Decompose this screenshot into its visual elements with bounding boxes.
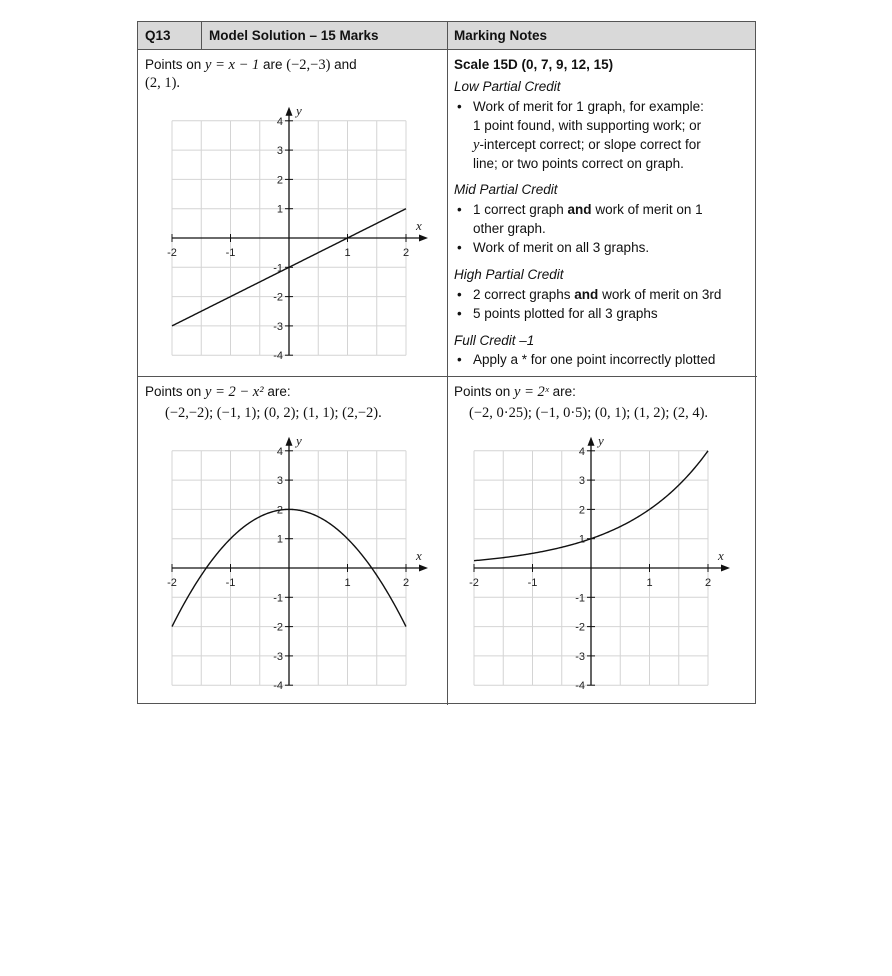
graph2-points: (−2,−2); (−1, 1); (0, 2); (1, 1); (2,−2). (165, 405, 382, 421)
graph2-caption-text-2: are: (263, 384, 291, 399)
scale-heading: Scale 15D (0, 7, 9, 12, 15) (454, 57, 614, 72)
graph3-y-tick-label: 1 (578, 533, 585, 546)
graph1-y-tick-label: -1 (273, 262, 283, 275)
graph1-x-tick-label: 2 (402, 247, 410, 259)
graph2-equation: y = 2 − x² (205, 384, 264, 400)
graph1-caption-text-2: are (259, 57, 287, 72)
low-bullet-1-line4: line; or two points correct on graph. (473, 156, 684, 171)
mid-partial-title: Mid Partial Credit (454, 182, 558, 197)
graph2-y-tick-label: 2 (276, 504, 283, 517)
graph3-y-tick-label: 4 (578, 445, 585, 458)
graph2-x-tick-label: -1 (225, 577, 236, 589)
graph2-y-tick-label: -4 (273, 680, 283, 693)
graph3-caption (454, 382, 576, 402)
mid-bullet-1-b: work of merit on 1 (591, 202, 703, 217)
graph3-y-tick-label: 3 (578, 475, 585, 488)
graph3-y-tick-label: -1 (575, 592, 585, 605)
graph1-caption-text: Points on (145, 57, 206, 72)
graph3-x-arrow (721, 565, 730, 572)
graph2-y-tick-label: -1 (273, 592, 283, 605)
low-bullet-1: • Work of merit for 1 graph, for example: (473, 97, 704, 116)
graph3-x-tick-label: -2 (469, 577, 479, 589)
graph1-x-tick-label: -2 (167, 247, 177, 259)
graph2-y-label: y (296, 432, 302, 448)
low-partial-title: Low Partial Credit (454, 79, 561, 94)
graph1-y-tick-label: -2 (273, 291, 283, 304)
solution-title: Model Solution – 15 Marks (209, 28, 379, 43)
graph2-x-tick-label: 2 (402, 577, 410, 589)
low-bullet-1-line3-text: -intercept correct; or slope correct for (479, 137, 701, 152)
graph2-x-tick-label: 1 (344, 577, 351, 589)
graph2-x-label: x (416, 548, 422, 563)
graph2-caption (145, 382, 291, 402)
mid-bullet-1-and: and (567, 202, 592, 217)
graph3-x-tick-label: -1 (527, 577, 538, 589)
graph1-y-tick-label: 3 (276, 145, 283, 158)
y-variable: y (473, 137, 480, 153)
graph2-quadratic-chart (155, 430, 445, 695)
low-bullet-1-line2: 1 point found, with supporting work; or (473, 118, 702, 133)
graph1-linear-chart (155, 100, 445, 365)
graph1-y-tick-label: -3 (273, 320, 283, 333)
full-bullet-1: • Apply a * for one point incorrectly plotted (473, 350, 715, 369)
graph1-equation: y = x − 1 (205, 57, 260, 73)
graph3-x-label: x (718, 548, 724, 563)
high-bullet-1 (473, 285, 721, 304)
graph1-y-tick-label: 1 (276, 203, 283, 216)
graph1-y-tick-label: 4 (276, 115, 283, 128)
graph3-points: (−2, 0·25); (−1, 0·5); (0, 1); (1, 2); (2, 4). (469, 405, 709, 421)
graph1-y-arrow (286, 107, 293, 116)
graph3-caption-text: Points on (454, 384, 515, 399)
graph3-y-tick-label: -4 (575, 680, 585, 693)
graph3-y-label: y (598, 432, 604, 448)
graph3-x-tick-label: 1 (646, 577, 653, 589)
graph1-x-tick-label: 1 (344, 247, 351, 259)
row-divider (138, 376, 757, 377)
mid-bullet-1-line2: other graph. (473, 221, 546, 236)
graph2-caption-text: Points on (145, 384, 206, 399)
graph1-caption (145, 55, 357, 75)
graph2-y-tick-label: 1 (276, 533, 283, 546)
graph3-y-tick-label: -2 (575, 621, 585, 634)
question-label: Q13 (145, 28, 171, 43)
high-bullet-1-b: work of merit on 3rd (598, 287, 722, 302)
graph3-y-tick-label: -3 (575, 650, 585, 663)
mid-bullet-2: • Work of merit on all 3 graphs. (473, 238, 649, 257)
graph1-y-tick-label: -4 (273, 350, 283, 363)
notes-title: Marking Notes (454, 28, 548, 43)
full-credit-title: Full Credit –1 (454, 333, 535, 348)
graph1-x-tick-label: -1 (225, 247, 236, 259)
column-divider (447, 22, 448, 705)
high-bullet-1-a: 2 correct graphs (473, 287, 575, 302)
graph3-exponential-chart (457, 430, 747, 695)
high-bullet-2: • 5 points plotted for all 3 graphs (473, 304, 658, 323)
graph1-x-arrow (419, 235, 428, 242)
mid-bullet-1 (473, 200, 703, 219)
graph1-and: and (330, 57, 357, 72)
graph2-x-arrow (419, 565, 428, 572)
high-bullet-1-and: and (574, 287, 599, 302)
graph2-y-tick-label: -3 (273, 650, 283, 663)
graph1-x-label: x (416, 218, 422, 233)
graph2-y-tick-label: -2 (273, 621, 283, 634)
graph1-point-1: (−2,−3) (286, 57, 331, 73)
graph3-y-tick-label: 2 (578, 504, 585, 517)
graph1-y-label: y (296, 102, 302, 118)
graph2-x-tick-label: -2 (167, 577, 177, 589)
mid-bullet-1-a: 1 correct graph (473, 202, 568, 217)
graph1-point-2: (2, 1). (145, 75, 181, 91)
graph3-x-tick-label: 2 (704, 577, 712, 589)
high-partial-title: High Partial Credit (454, 267, 564, 282)
graph1-y-tick-label: 2 (276, 174, 283, 187)
low-bullet-1-line3 (473, 135, 701, 155)
graph2-y-arrow (286, 437, 293, 446)
graph3-equation: y = 2ˣ (514, 384, 549, 400)
graph3-y-arrow (588, 437, 595, 446)
header-divider (201, 22, 202, 50)
graph2-y-tick-label: 4 (276, 445, 283, 458)
graph2-y-tick-label: 3 (276, 475, 283, 488)
graph3-caption-text-2: are: (548, 384, 576, 399)
